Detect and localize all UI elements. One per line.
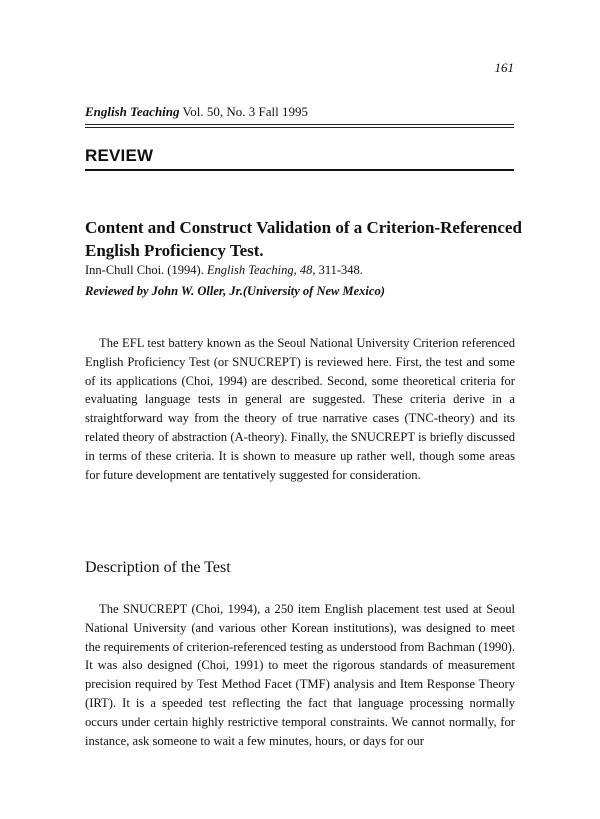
citation-pages: 311-348.	[315, 263, 363, 277]
body-paragraph: The SNUCREPT (Choi, 1994), a 250 item English placement test used at Seoul National University (and various other Korean institutions), was designed to meet the requirements of criterion-referenced testing as understood from Bachman (1990). It was also designed (Choi, 1991) to meet the rigorous standards of measurement precision required by Test Method Facet (TMF) analysis and Item Response Theory (IRT). It is a speeded test reflecting the fact that language processing normally occurs under certain highly restrictive temporal constraints. We cannot normally, for instance, ask someone to wait a few minutes, hours, or days for our	[85, 602, 515, 748]
section-rule-bottom	[85, 169, 514, 171]
journal-name: English Teaching	[85, 104, 180, 119]
header-rule-top-2	[85, 127, 514, 128]
header-rule-top-1	[85, 124, 514, 125]
article-citation	[85, 263, 363, 278]
section-label: REVIEW	[85, 146, 154, 165]
section-heading: Description of the Test	[85, 559, 231, 576]
issue-info: Vol. 50, No. 3 Fall 1995	[179, 104, 308, 119]
page-number: 161	[494, 60, 514, 75]
reviewer-line: Reviewed by John W. Oller, Jr.(University of New Mexico)	[85, 284, 385, 298]
article-title: Content and Construct Validation of a Criterion-Referenced English Proficiency Test.	[85, 218, 522, 260]
abstract-paragraph: The EFL test battery known as the Seoul National University Criterion referenced English Proficiency Test (or SNUCREPT) is reviewed here. First, the test and some of its applications (Choi, 1994) are described. Second, some theoretical criteria for evaluating language tests in general are suggested. These criteria derive in a straightforward way from the theory of true narrative cases (TNC-theory) and its related theory of abstraction (A-theory). Finally, the SNUCREPT is briefly discussed in terms of these criteria. It is shown to measure up rather well, though some areas for future development are tentatively suggested for consideration.	[85, 336, 515, 482]
citation-journal: English Teaching, 48,	[206, 263, 316, 277]
running-head	[85, 104, 308, 120]
citation-authors: Inn-Chull Choi. (1994).	[85, 263, 207, 277]
